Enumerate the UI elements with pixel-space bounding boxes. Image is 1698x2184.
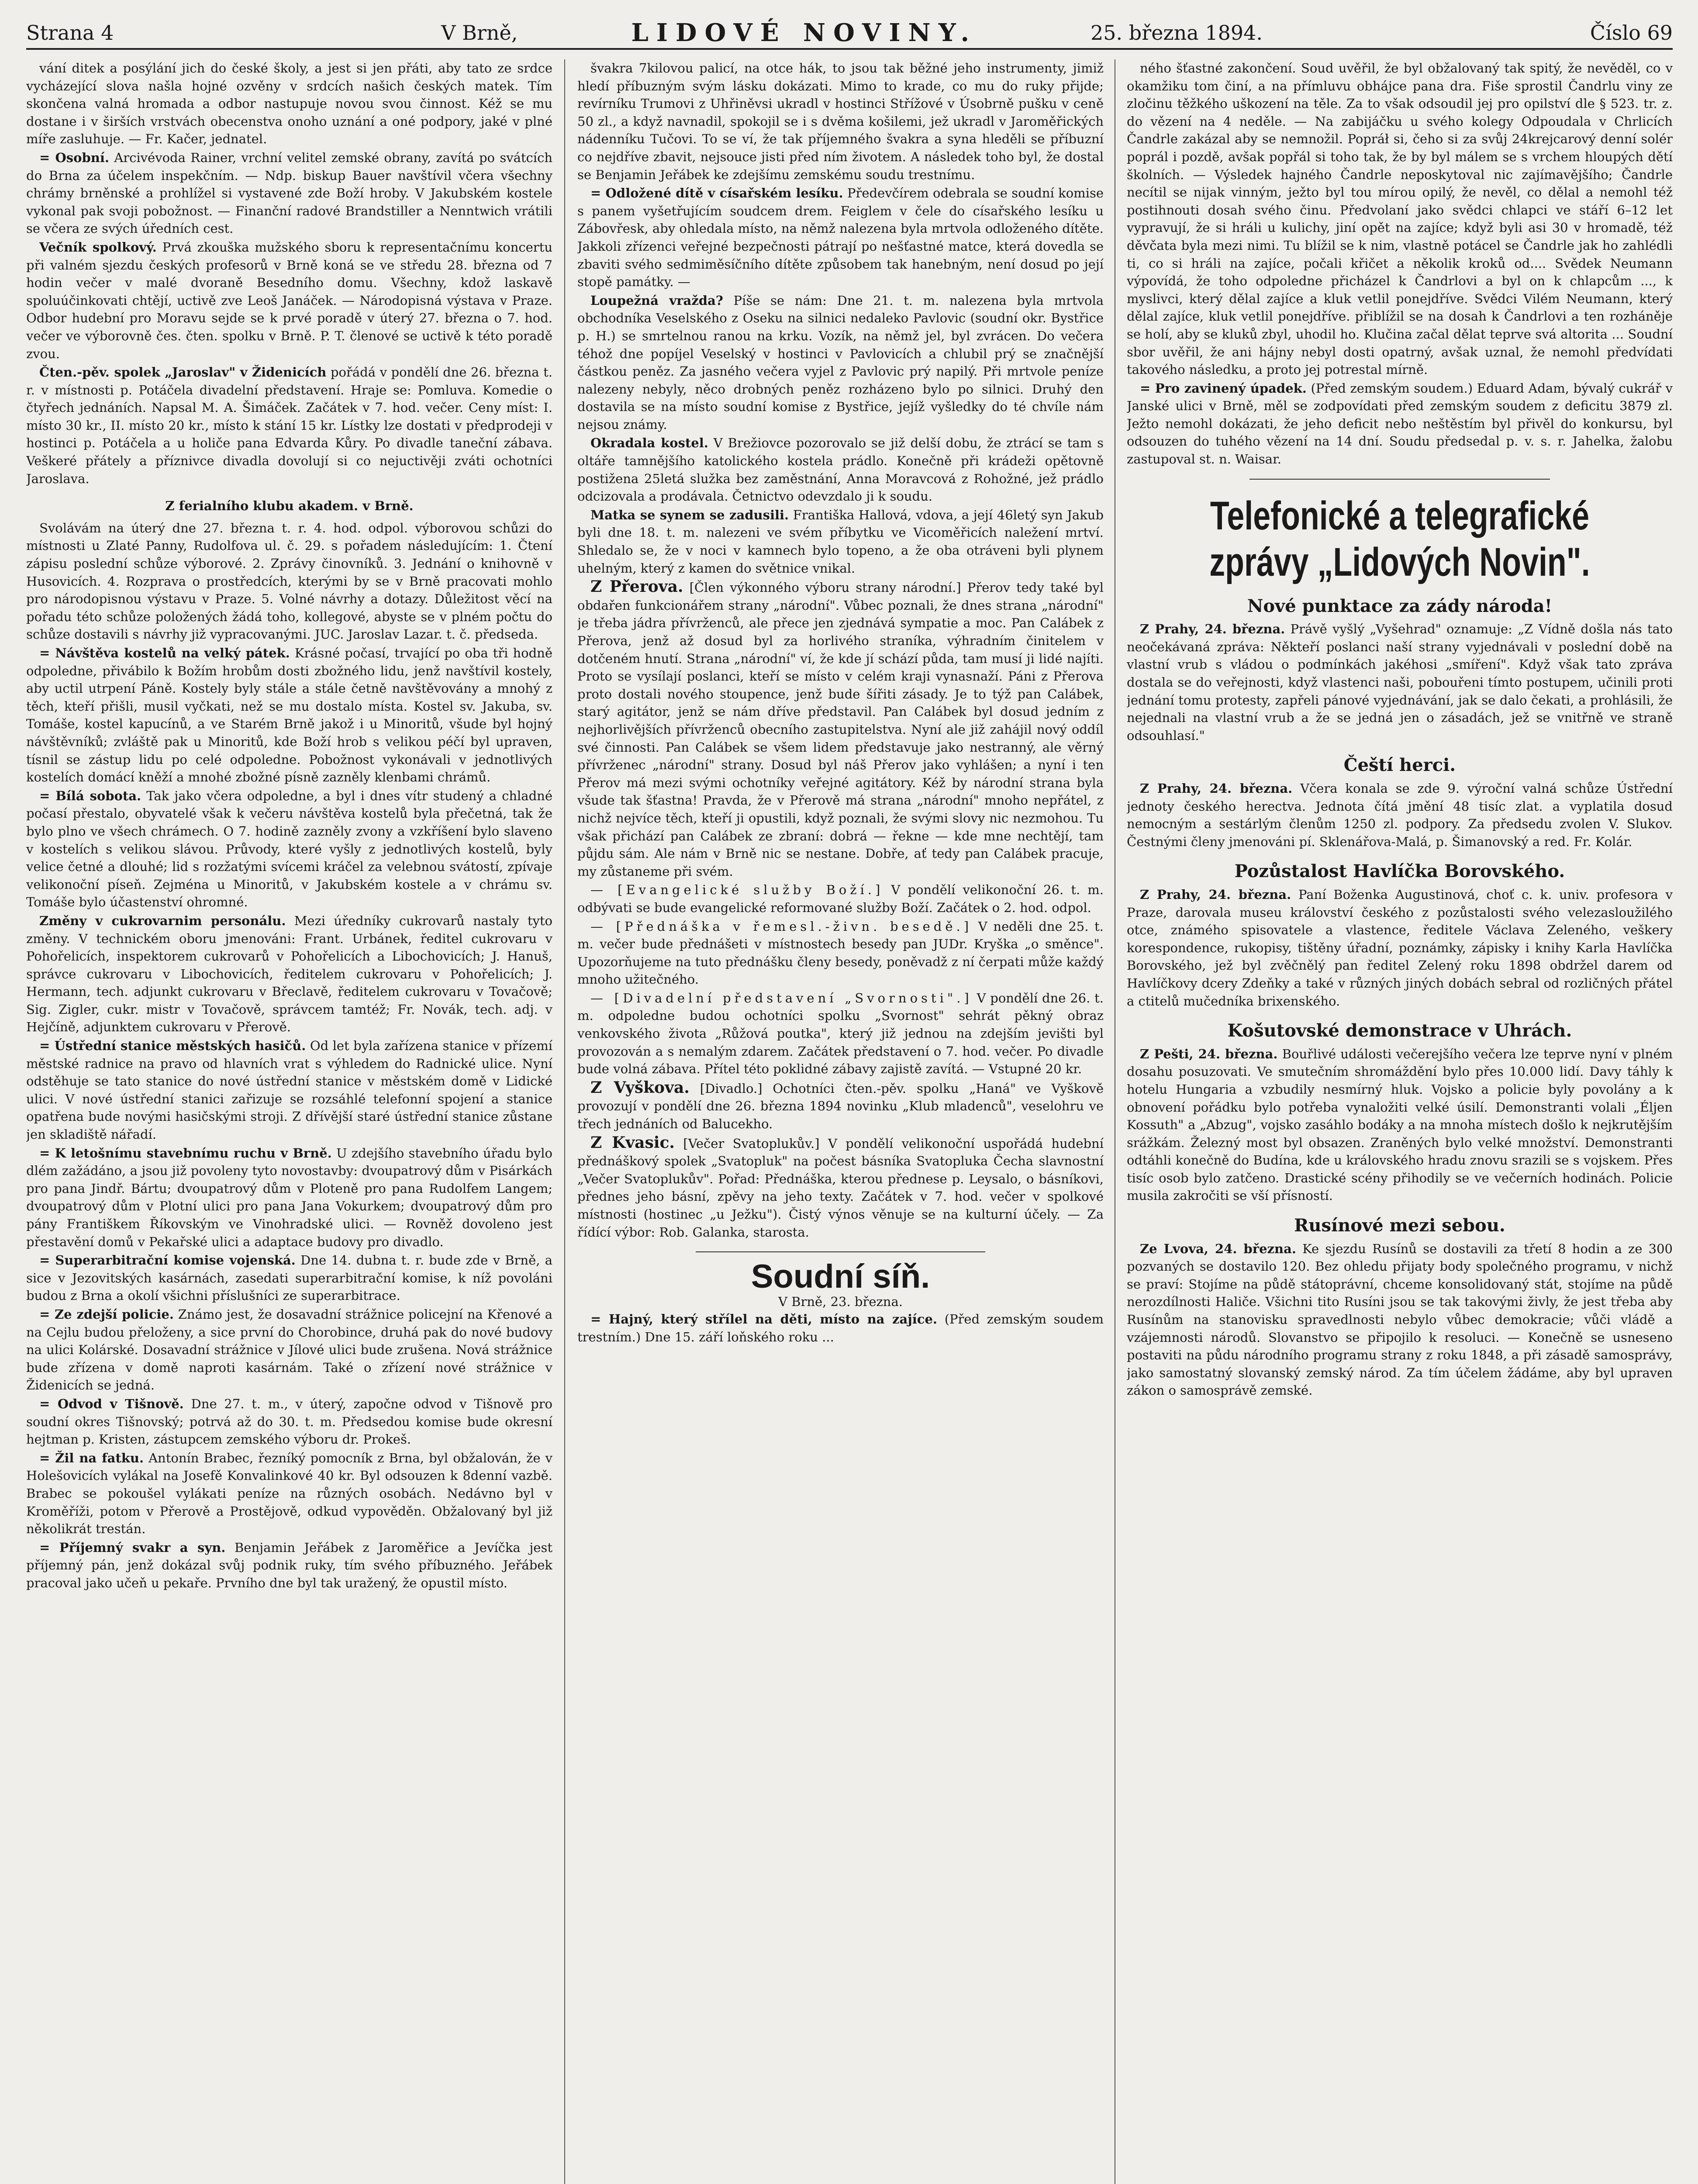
column-1 bbox=[26, 59, 552, 2184]
article-body: Arcivévoda Rainer, vrchní velitel zemské obrany, zavítá po svátcích do Brna za účelem inspekčním. — Ndp. biskup Bauer navštívil včera všechny chrámy brněnské a prohlížel si vystavené zde Boží hroby. V Jakubském kostele vykonal pak svoji pobožnost. — Finanční radové Brandstiller a Nenntwich vrátili se včera ze svých úředních cest. bbox=[26, 150, 552, 236]
article-body: Známo jest, že dosavadní strážnice policejní na Křenové a na Cejlu budou přeloženy, a sice první do Chorobince, druhá pak do nové budovy na ulici Kolárské. Dosavadní strážnice v Jílové ulici bude zrušena. Nová strážnice bude zřízena v domě naproti kasárnám. Také o zřízení nové strážnice v Židenicích se jedná. bbox=[26, 1306, 552, 1393]
article-superarb bbox=[26, 1251, 552, 1305]
article-cten bbox=[26, 363, 552, 487]
headline: — [Evangelické služby Boží.] bbox=[590, 882, 884, 898]
subheading: Pozůstalost Havlíčka Borovského. bbox=[1234, 861, 1565, 882]
article-body: Svolávám na úterý dne 27. března t. r. 4. hod. odpol. výborovou schůzi do místnosti u Zlaté Panny, Rudolfova ul. č. 29. s pořadem následujícím: 1. Čtení zápisu poslední schůze výborové. 2. Zprávy činovníků. 3. Jednání o knihovně v Husovicích. 4. Rozprava o prostředcích, kterými by se v Brně pracovati mohlo pro národopisnou výstavu v Praze. 5. Volné návrhy a dotazy. Důležitost věcí na pořadu této schůze položených žádá toho, kollegové, abyste se v plném počtu do schůze dostavili s návrhy již vypracovanými. JUC. Jaroslav Lazar. t. č. předseda. bbox=[26, 520, 552, 642]
article-zmeny bbox=[26, 912, 552, 1036]
headline: Z Vyškova. bbox=[590, 1078, 690, 1097]
divider bbox=[696, 1251, 985, 1252]
article-body: pořádá v pondělí dne 26. března t. r. v místnosti p. Potáčela divadelní představení. Hraje se: Pomluva. Komedie o čtyřech jednáních. Napsal M. A. Šimáček. Začátek v 7. hod. večer. Ceny míst: I. místo 30 kr., II. místo 20 kr., místo k stání 15 kr. Lístky lze dostati v předprodeji v hostinci p. Potáčela a u holiče pana Edvarda Kůry. Po divadle taneční zábava. Veškeré přátely a příznivce divadla dovolují si co nejuctivěji zváti ochotníci Jaroslava. bbox=[26, 365, 552, 486]
article-body: [Večer Svatoplukův.] V pondělí velikonoční uspořádá hudební přednáškový spolek „Svatopluk" na počest básníka Svatopluka Čecha slavnostní „Večer Svatoplukův". Pořad: Přednáška, kterou přednese p. Leysalo, o básníkovi, přednes jeho básní, zpěvy na jeho texty. Začátek v 7. hod. večer v spolkové místnosti (hostinec „u Ježku"). Čistý výnos věnuje se na kulturní účely. — Za řídící výbor: Rob. Galanka, starosta. bbox=[577, 1136, 1104, 1240]
headline: = Příjemný svakr a syn. bbox=[39, 1540, 226, 1555]
dateline: Z Prahy, 24. března. bbox=[1140, 887, 1291, 902]
section-heading-soudni-sin: Soudní síň. bbox=[751, 1258, 930, 1296]
article-odlozene bbox=[577, 184, 1104, 291]
article-paragraph: švakra 7kilovou palicí, na otce hák, to jsou tak běžné jeho instrumenty, jimiž hledí příbuzným svým lásku dokázati. Mimo to krade, co mu do ruky přijde; revírníku Trumovi z Uhřiněvsi ukradl v hostinci Střížové v Úsobrně pušku v ceně 50 zl., a když navnadil, spokojil se i s dvěma košilemi, jež ukradl v Jaroměřických nádenníku Tučovi. To se ví, že tak příjemného švakra a syna hleděli se příbuzní co nejdříve zbavit, nejsouce jisti před ním životem. A následek toho byl, že dostal se Benjamin Jeřábek ke zdejšímu zemskému soudu trestnímu. bbox=[577, 61, 1104, 182]
article-praha2 bbox=[1127, 780, 1673, 850]
column-2 bbox=[577, 59, 1104, 2184]
headline: = Žil na fatku. bbox=[39, 1450, 144, 1465]
headline: = K letošnímu stavebnímu ruchu v Brně. bbox=[39, 1145, 332, 1161]
article-prijemny bbox=[26, 1539, 552, 1592]
article-body: V Brežiovce pozorovalo se již delší dobu, že ztrácí se tam s oltáře tamnějšího katolického kostela prádlo. Konečně při krádeži opětovně postižena 25letá služka bez zaměstnání, Anna Moravcová z Rohožné, jež prádlo odcizovala a prodávala. Četnictvo odevzdalo ji k soudu. bbox=[577, 435, 1104, 504]
article-prednaska bbox=[577, 918, 1104, 988]
article-osobni bbox=[26, 149, 552, 238]
headline: = Superarbitrační komise vojenská. bbox=[39, 1253, 296, 1268]
article-zavinen bbox=[1127, 380, 1673, 468]
article-praha3 bbox=[1127, 886, 1673, 1010]
article-loupezna bbox=[577, 292, 1104, 434]
divider bbox=[1249, 479, 1550, 480]
masthead-center bbox=[441, 18, 1263, 47]
dateline: Z Prahy, 24. března. bbox=[1140, 781, 1293, 796]
article-vecnik bbox=[26, 238, 552, 363]
article-body: Předevčírem odebrala se soudní komise s panem vyšetřujícím soudcem drem. Feiglem v čele do císařského lesíku u Zábovřesk, aby ohledala místo, na němž nalezena byla mrtvola odloženého dítěte. Jakkoli zřízenci veřejné bezpečnosti pátrají po nešťastné matce, která dovedla se zbaviti svého sedmiměsíčního dítěte způsobem tak hanebným, není dosud po její stopě památky. — bbox=[577, 186, 1104, 290]
article-odvod bbox=[26, 1395, 552, 1448]
article-body: Františka Hallová, vdova, a její 46letý syn Jakub byli dne 18. t. m. nalezeni ve svém příbytku ve Vicoměřicích naležení mrtví. Shledalo se, že v noci v kamnech bylo topeno, a že oba otráveni byli plynem uhelným, který z kamen do světnice vnikal. bbox=[577, 507, 1104, 576]
headline: — [Přednáška v řemesl.-živn. besedě.] bbox=[590, 919, 973, 934]
issue-number: Číslo 69 bbox=[1590, 21, 1673, 45]
article-paragraph: vání ditek a posýlání jich do české školy, a jest si jen přáti, aby tato ze srdce vycházející slova našla hojné ozvěny v srdcích našich českých matek. Tím skončena valná hromada a odbor nastupuje novou svou činnost. Kéž se mu dostane i v širších vrstvách obecenstva onoho uznání a oné podpory, jaké v plné míře zasluhuje. — Fr. Kačer, jednatel. bbox=[26, 61, 552, 147]
column-3 bbox=[1127, 59, 1673, 2184]
masthead bbox=[26, 17, 1673, 50]
headline: Z Kvasic. bbox=[590, 1133, 675, 1152]
article-body: Tak jako včera odpoledne, a byl i dnes vítr studený a chladné počasí přestalo, obyvatelé však k večeru návštěva kostelů byla přečetná, tak že bylo plno ve všech chrámech. O 7. hodině zazněly zvony a vzkříšení bylo slaveno v kostelích s velikou slávou. Průvody, které vyšly z jednotlivých kostelů, byly velice četné a dlouhé; lid s rozžatými svícemi kráčel za velebnou svátostí, zpívaje velikonoční píseň. Zejména u Minoritů, v Jakubském kostele a v chrámu sv. Tomáše bylo účastenství ohromné. bbox=[26, 788, 552, 910]
headline: = Odvod v Tišnově. bbox=[39, 1396, 184, 1411]
article-letosni bbox=[26, 1144, 552, 1251]
article-kvasic bbox=[577, 1134, 1104, 1241]
article-paragraph: ného šťastné zakončení. Soud uvěřil, že byl obžalovaný tak spitý, že nevěděl, co v okamžiku tom činí, a na přímluvu obhájce pana dra. Fiše sprostil Čandrlu viny ze zločinu těžkého uškození na těle. Za to však odsoudil jej pro opilství dle § 523. tr. z. do vězení na 4 neděle. — Na zabijáčku u svého kolegy Odpoudala v Chrlicích Čandrle zakázal aby se nemnožil. Popráł si, čeho si za svůj 24krejcarový denní solér poprál i pozdě, avšak popřál si toho tak, že by byl málem se s vrchem hloupých dětí školních. — Výsledek hajného Čandrle neposkytoval nic zajímavějšího; Čandrle necítil se nijak vinným, ježto byl tou mírou opilý, že nevěl, co dělal a nemohl též postihnouti dosah svého činu. Předvolaní jako svědci chlapci ve stáří 6–12 let vypravují, že si hráli u kulichy, jiní opět na zajíce; když byli asi 30 v hromadě, též děvčata byla mezi nimi. Tu blížil se k nim, vlastně potácel se Čandrle jak ho zahlédli ti, co si hráli na zajíce, počali křičet a několik kroků od.... Svědek Neumann výpovídá, že toho odpoledne přicházel k Čandrlovi a byl on k chlapcům ..., k myslivci, který dělal zajíce a kluk vetlil ponejdříve. Svědci Vilém Neumann, který dělal zajíce, kluk vetlil ponejdříve. přiblížil se na dosah k Čandrlovi a ten rozháněje se holí, aby se kluků zbyl, uhodil ho. Klučina začal dělat teprve svá altorita ... Soudní sbor uvěřil, že ani hájny nebyl dosti opatrný, avšak uznal, že nemohl předvídati takového následku, a proto jej potrestal mírně. bbox=[1127, 61, 1673, 377]
section-heading-telegraf: Telefonické a telegrafické zprávy „Lidových Novin". bbox=[1209, 493, 1590, 584]
article-prerov bbox=[577, 578, 1104, 880]
headline: = Ze zdejší policie. bbox=[39, 1306, 174, 1322]
article-body: Včera konala se zde 9. výroční valná schůze Ústřední jednoty českého herectva. Jednota čítá jmění 48 tisíc zlat. a vyplatila dosud nemocným a sestárlým členům 1250 zl. podpory. Za předsedu zvolen V. Slukov. Čestnými členy jmenováni pí. Sklenářova-Malá, p. Šimanovský a red. Fr. Kolár. bbox=[1127, 781, 1673, 849]
headline: = Odložené dítě v císařském lesíku. bbox=[590, 186, 843, 201]
article-policie bbox=[26, 1306, 552, 1394]
headline: = Hajný, který střílel na děti, místo na zajíce. bbox=[590, 1312, 938, 1327]
article-matka bbox=[577, 506, 1104, 577]
article-body: Mezi úředníky cukrovarů nastaly tyto změny. V technickém oboru jmenováni: Frant. Urbánek, ředitel cukrovaru v Pohořelicích, inspektorem cukrovarů v Pohořelicích a Libochovicích; J. Hanuš, správce cukrovaru v Libochovicích, ředitelem cukrovaru v Pohořelicích; J. Hermann, tech. adjunkt cukrovaru v Břeclavě, ředitelem cukrovaru v Tovačově; Sig. Zigler, cukr. mistr v Tovačově, správcem tamtéž; Fr. Novák, tech. adj. v Hejčíně, adjunktem cukrovaru v Přerově. bbox=[26, 913, 552, 1035]
article-pest bbox=[1127, 1045, 1673, 1205]
article-body: Prvá zkouška mužského sboru k representačnímu koncertu při valném sjezdu českých profesorů v Brně koná se ve středu 28. března od 7 hodin večer v malé dvoraně Besedního domu. Všechny, kdož laskavě spoluúčinkovati chtějí, uctivě zve Leoš Janáček. — Národopisná výstava v Praze. Odbor hudební pro Moravu sejde se k prvé poradě v úterý 27. března o 7. hod. večer ve výborovně čes. čten. spolku v Brně. P. T. členové se uctivě k této poradě zvou. bbox=[26, 239, 552, 361]
article-body: Antonín Brabec, řezníký pomocník z Brna, byl obžalován, že v Holešovicích vylákal na Josefě Konvalinkové 40 kr. Byl odsouzen k 8denní vazbě. Brabec se pokoušel vylákati peníze na různých osobách. Nedávno byl v Kroměříži, potom v Přerově a Prostějově, odkud vypověděn. Obžalovaný byl již několikrát trestán. bbox=[26, 1450, 552, 1537]
subheading: Rusínové mezi sebou. bbox=[1294, 1215, 1505, 1236]
article-body: Bouřlivé události večerejšího večera lze teprve nyní v plném dosahu posuzovati. Ve smutečním shromáždění bylo přes 10.000 lidí. Davy táhly k hotelu Hungaria a vzbudily nesmírný hluk. Vojsko a policie byly povolány a k obnovení pořádku bylo potřeba vynaložiti velké úsilí. Demonstranti volali „Éljen Kossuth" a „Abzug", vojsko zasáhlo bodáky a na mnoha místech došlo k nejkrutějším srážkám. Železný most byl obsazen. Zraněných bylo velké množství. Demonstranti odtáhli konečně do Budína, kde u královského hradu znovu srazili se s vojskem. Přes tisíc osob bylo zatčeno. Drastické scény přihodily se ve večerních hodinách. Policie musila zakročiti se vší přísností. bbox=[1127, 1046, 1673, 1203]
newspaper-page bbox=[26, 17, 1673, 2184]
article-body: Od let byla zařízena stanice v přízemí městské radnice na pravo od hlavních vrat s výhledem do Radnické ulice. Nyní odstěhuje se tato stanice do nové ústřední stanice v městském domě v Lidické ulici. V nové ústřední stanici zařizuje se rozsáhlé telefonní spojení a stanice opatřena bude novými hasičskými stroji. Z dřívější staré ústřední stanice zůstane jen skladiště nářadí. bbox=[26, 1038, 552, 1142]
headline: = Návštěva kostelů na velký pátek. bbox=[39, 646, 290, 660]
article-vyskov bbox=[577, 1079, 1104, 1133]
subheading: Košutovské demonstrace v Uhrách. bbox=[1227, 1020, 1572, 1041]
article-body: [Člen výkonného výboru strany národní.] Přerov tedy také byl obdařen funkcionářem strany „národní". Vůbec poznali, že dnes strana „národní" je třeba jádra přívrženců, ale přece jen zjednává sympatie a moc. Pan Calábek z Přerova, jenž až dosud byl za horlivého straníka, výhradním činitelem v dotčeném hnutí. Strana „národní" ví, že kde jí schází půda, tam musí ji lidé najíti. Proto se vysílají poslanci, kteří se místo v celém kraji vynasnaží. Páni z Přerova proto dostali nového stoupence, jenž bude šířiti zásady. Je to týž pan Calábek, starý agitátor, jenž se nám dříve představil. Pan Calábek byl dosud jedním z nejhorlivějších přívrženců obecního zastupitelstva. Nyní ale již zahájil nový oddíl své činnosti. Pan Calábek se všem lidem představuje jako nestranný, ale věrný přívrženec „národní" strany. Dosud byl náš Přerov jako vyhlášen; a nyní i ten Přerov má mezi svými ochotníky veřejné agitátory. Kéž by národní strana byla všude tak šťastna! Pravda, že v Přerově má strana „národní" mnoho nepřátel, z nichž nejvíce těch, kteří ji opustili, když poznali, že svými slovy nic nezmohou. Tu však přichází pan Calábek ze zbraní: dobrá — řekne — kde mne nechtějí, tam půjdu sám. Ale nám v Brně nic se nestane. Dobře, ať tedy pan Calábek pracuje, my zůstaneme při svém. bbox=[577, 580, 1104, 879]
headline: = Bílá sobota. bbox=[39, 788, 142, 803]
article-body: Paní Boženka Augustinová, choť c. k. univ. profesora v Praze, darovala museu království českého z pozůstalosti svého velezasloužilého otce, známého spisovatele a vlastence, ředitele Václava Zeleného, veškery korespondence, rukopisy, tištěny úřadní, poznámky, zápisky i knihy Karla Havlíčka Borovského, jež byl zvěčnělý pan ředitel Zelený roku 1898 obdržel darem od Havlíčkovy dcery Zdeňky a také v různých jiných dobách sebral od rozličných přátel a ctitelů mučedníka brixenského. bbox=[1127, 887, 1673, 1009]
dateline: Z Pešti, 24. března. bbox=[1140, 1046, 1278, 1061]
headline: = Osobní. bbox=[39, 150, 109, 165]
headline: Loupežná vražda? bbox=[590, 293, 723, 308]
article-ustredni bbox=[26, 1037, 552, 1144]
article-body: Ke sjezdu Rusínů se dostavili za třetí 8 hodin a ze 300 pozvaných se dostavilo 120. Bez ohledu přijaty body společného programu, v nichž se praví: Stojíme na půdě státoprávní, chceme konsolidovaný stát, stojíme na půdě nerozdílnosti Haliče. Všichni tito Rusíni jsou se tak takovými živly, že jest třeba aby Rusínům na stanovisku spravedlnosti nebylo vůbec demokracie; vůči vládě a vzájemnosti národů. Slovanstvo se připojilo k resoluci. — Konečně se usneseno postaviti na půdu národního programu strany z roku 1848, a při zásadě samosprávy, jako samostatný slovanský zemský národ. Za tím účelem žádáme, aby byl upraven zákon o samosprávě zemské. bbox=[1127, 1241, 1673, 1398]
headline: Večník spolkový. bbox=[39, 239, 157, 255]
article-navsteva bbox=[26, 644, 552, 786]
city: V Brně, bbox=[441, 21, 518, 45]
article-body: (Před zemským soudem trestním.) Dne 15. září loňského roku ... bbox=[577, 1312, 1104, 1344]
article-zil bbox=[26, 1449, 552, 1538]
article-lvov bbox=[1127, 1240, 1673, 1400]
article-body: Dne 14. dubna t. r. bude zde v Brně, a sice v Jezovitských kasárnách, zasedati superarbitrační komise, k níž povoláni budou z Brna a okolí všichni příslušníci ze superarbitrace. bbox=[26, 1253, 552, 1303]
article-evang bbox=[577, 881, 1104, 916]
article-body: V neděli dne 25. t. m. večer bude přednášeti v místnostech besedy pan JUDr. Kryška „o směnce". Upozorňujeme na tuto přednášku členy besedy, poněvadž z ní čerpati může každý mnoho užitečného. bbox=[577, 919, 1104, 987]
article-body: Dne 27. t. m., v úterý, započne odvod v Tišnově pro soudní okres Tišnovský; potrvá až do 30. t. m. Předsedou komise bude okresní hejtman p. Kristen, zástupcem zemského výboru dr. Prokeš. bbox=[26, 1396, 552, 1447]
article-body: Píše se nám: Dne 21. t. m. nalezena byla mrtvola obchodníka Veselského z Oseku na silnici nedaleko Pavlovic (soudní okr. Bystřice p. H.) se smrtelnou ranou na krku. Vozík, na němž jel, byl zvrácen. Do večera téhož dne popíjel Veselský v hostinci v Pavlovicích a chlubil prý se značnější částkou peněz. Za jasného večera vyjel z Pavlovic prý napilý. Při mrtvole peníze nalezeny nebyly, něco drobných peněz rozházeno bylo po silnici. Druhý den dostavila se na místo soudní komise z Bystřice, jejíž vyšledky do té chvíle nám nejsou známy. bbox=[577, 293, 1104, 432]
subheading: Nové punktace za zády národa! bbox=[1247, 595, 1553, 616]
headline: — [Divadelní představení „Svornosti".] bbox=[590, 990, 973, 1006]
issue-date: 25. března 1894. bbox=[1090, 21, 1263, 45]
article-body: [Divadlo.] Ochotníci čten.-pěv. spolku „Haná" ve Vyškově provozují v pondělí dne 26. března 1894 novinku „Klub mladenců", veselohru ve třech jednáních od Balucekho. bbox=[577, 1081, 1104, 1132]
headline: = Pro zavinený úpadek. bbox=[1140, 380, 1307, 396]
article-body: (Před zemským soudem.) Eduard Adam, bývalý cukrář v Janské ulici v Brně, měl se zodpovídati před zemským soudem z deficitu 3879 zl. Ježto nemohl dokázati, že jeho deficit nebo neštěstím byl přivěl do konkursu, byl odsouzen do tuhého vězení na 14 dní. Soudu předsedal p. v. s. r. Jahelka, žalobu zastupoval st. n. Waisar. bbox=[1127, 380, 1673, 467]
dateline: Z Prahy, 24. března. bbox=[1140, 622, 1285, 637]
article-body: V pondělí velikonoční 26. t. m. odbývati se bude evangelické reformované služby Boží. Začátek o 2. hod. odpol. bbox=[577, 882, 1104, 915]
article-body: V pondělí dne 26. t. m. odpoledne budou ochotníci spolku „Svornost" sehrát pěkný obraz venkovského života „Růžová poutka", který již jednou na zdejším jevišti byl provozován a s nemalým zdarem. Začátek představení o 7. hod. večer. Po divadle bude volná zábava. Přítel této poklidné zábavy zajistě zavítá. — Vstupné 20 kr. bbox=[577, 990, 1104, 1077]
paper-title: LIDOVÉ NOVINY. bbox=[631, 18, 977, 47]
article-body: Benjamin Jeřábek z Jaroměřice a Jevíčka jest příjemný pán, jenž dokázal svůj podnik ruky, tím svého příbuzného. Jeřábek pracoval jako učeň u pekaře. Prvního dne byl tak uražený, že opustil místo. bbox=[26, 1540, 552, 1590]
dateline: Ze Lvova, 24. března. bbox=[1140, 1241, 1296, 1256]
article-body: Krásné počasí, trvající po oba tři hodně odpoledne, přivábilo k Božím hrobům dosti zbožného lidu, jenž navštívil kostely, aby uctil utrpení Páně. Kostely byly stále a stále četně navštěvovány a mnohý z těch, kteří přišli, musil vyčkati, než se mu dostalo místa. Kostel sv. Jakuba, sv. Tomáše, kostel kapucínů, a ve Starém Brně jakož i u Minoritů, všude byl hojný návštěvníků; zvláště pak u Minoritů, kde Boží hrob s velikou péčí byl upraven, tísnil se zástup lidu po celé odpoledne. Pobožnost vykonávali v jednotlivých kostelích domácí kněží a mnohé zbožné písně zazněly klenbami chrámů. bbox=[26, 646, 552, 785]
article-bila bbox=[26, 787, 552, 911]
headline: Čten.-pěv. spolek „Jaroslav" v Židenicích bbox=[39, 365, 327, 380]
headline: Okradala kostel. bbox=[590, 435, 708, 451]
article-praha1 bbox=[1127, 620, 1673, 744]
article-okradala bbox=[577, 434, 1104, 505]
page-number: Strana 4 bbox=[26, 21, 114, 45]
subheading: Čeští herci. bbox=[1343, 755, 1456, 776]
headline: Matka se synem se zadusili. bbox=[590, 507, 789, 522]
dateline: V Brně, 23. března. bbox=[778, 1294, 903, 1309]
article-body: U zdejšího stavebního úřadu bylo dlém zažádáno, a jsou již povoleny tyto novostavby: dvoupatrový dům v Pisárkách pro pana Jindř. Bártu; dvoupatrový dům v Ploteně pro pana Rudolfem Langem; dvoupatrový dům v Plotní ulici pro pana Jana Vokurkem; dvoupatrový dům pro pány Františkem Říkovským ve Vinohradské ulici. — Rovněž dovoleno jest přestavění domů v Pekařské ulici a adaptace budovy pro divadlo. bbox=[26, 1145, 552, 1249]
headline: Z Přerova. bbox=[590, 577, 683, 596]
headline: Změny v cukrovarnim personálu. bbox=[39, 913, 286, 928]
section-heading: Z ferialního klubu akadem. v Brně. bbox=[165, 498, 414, 514]
article-divadelni bbox=[577, 989, 1104, 1078]
article-hajny bbox=[577, 1310, 1104, 1346]
column-rule-1 bbox=[564, 59, 565, 2184]
headline: = Ústřední stanice městských hasičů. bbox=[39, 1038, 306, 1054]
article-body: Právě vyšlý „Vyšehrad" oznamuje: „Z Vídně došla nás tato neočekávaná zpráva: Někteří poslanci naší strany vyjednávali v poslední době na vlastní vrub s vládou o podmínkách jakéhosi „smíření". Když však tato zpráva dostala se do veřejnosti, když vlastenci naši, pobouřeni tímto postupem, učinili proti jednání tomu protesty, zapřeli pánové vyjednávání, jak se dalo čekati, a prohlásili, že nejednali na vlastní vrub a že se jedná jen o zásadách, jež se vnitřně ve straně odsouhlasí." bbox=[1127, 622, 1673, 743]
